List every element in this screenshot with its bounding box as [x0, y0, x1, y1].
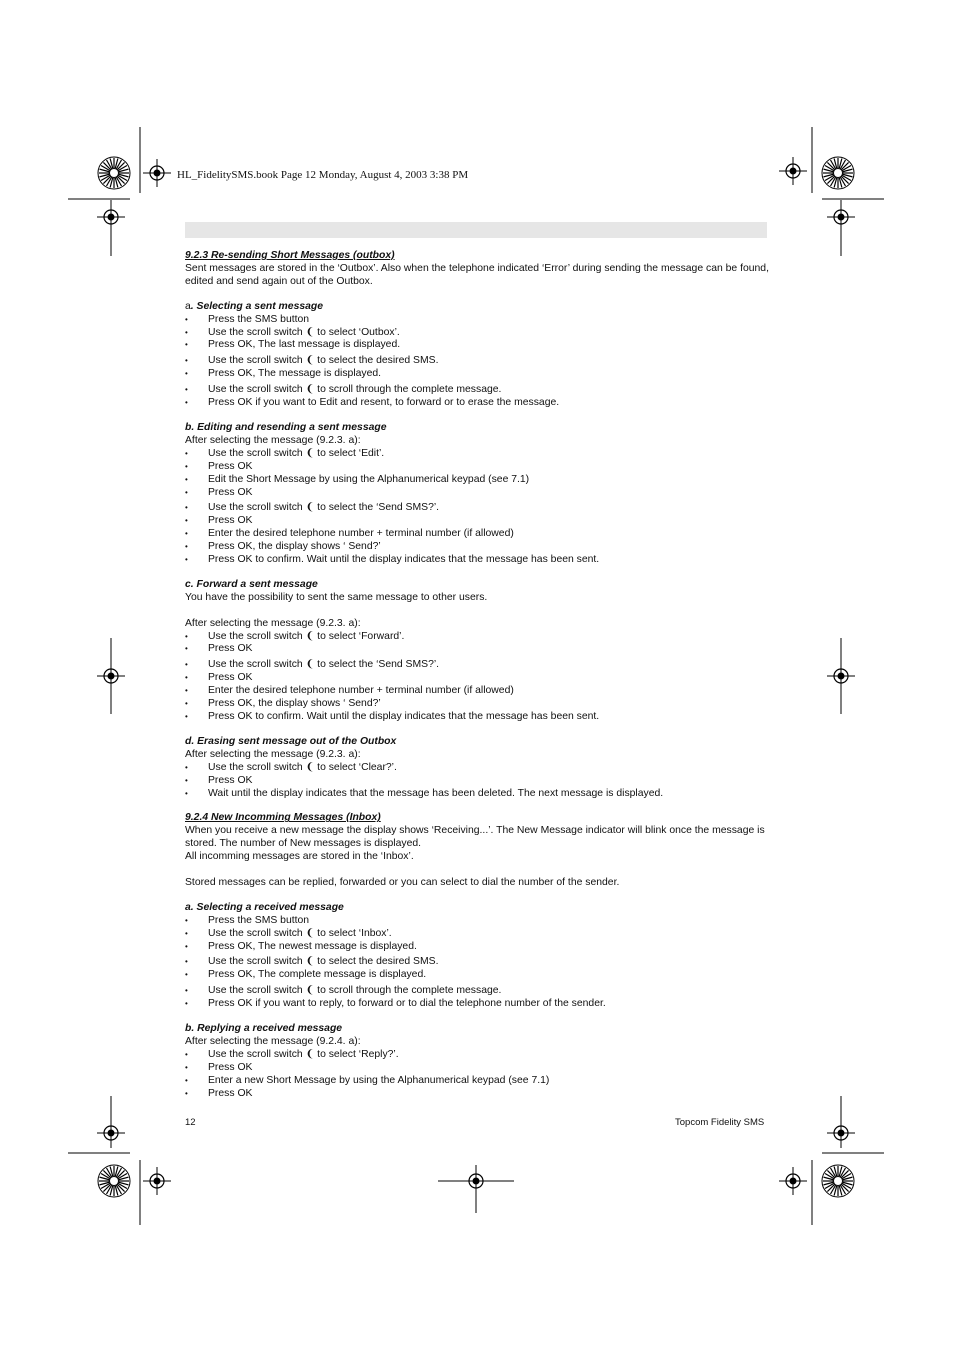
list-item: • Press the SMS button [185, 915, 770, 928]
list-item: • Press OK if you want to reply, to forward or to dial the telephone number of the sender. [185, 998, 770, 1011]
list-item: • Use the scroll switch ❨ to select ‘Clear?’. [185, 762, 770, 775]
page-number: 12 [185, 1117, 196, 1128]
section-heading [185, 422, 770, 435]
bullet-list [185, 448, 770, 567]
list-item: • Press OK [185, 775, 770, 788]
paragraph [185, 605, 770, 618]
header-band [185, 222, 767, 238]
list-item: • Press OK to confirm. Wait until the display indicates that the message has been sent. [185, 554, 770, 567]
list-item: • Use the scroll switch ❨ to scroll through the complete message. [185, 985, 770, 998]
registration-cross-icon [143, 1167, 171, 1195]
paragraph: All incomming messages are stored in the ‘Inbox’. [185, 851, 414, 863]
list-item: • Press OK [185, 515, 770, 528]
list-item: • Use the scroll switch ❨ to select the ‘Send SMS?’. [185, 659, 770, 672]
list-item: • Use the scroll switch ❨ to select the ‘Send SMS?’. [185, 502, 770, 515]
heading-prefix: a [185, 300, 191, 312]
section-heading [185, 812, 770, 825]
list-item: • Use the scroll switch ❨ to select the desired SMS. [185, 355, 770, 368]
list-item: • Press OK [185, 643, 770, 656]
registration-cross-icon [779, 157, 807, 185]
page-content [185, 250, 770, 1101]
paragraph: After selecting the message (9.2.3. a): [185, 748, 361, 760]
section-heading [185, 579, 770, 592]
paragraph [185, 864, 770, 877]
list-item: • Use the scroll switch ❨ to select ‘Edit’. [185, 448, 770, 461]
list-item: • Press the SMS button [185, 314, 770, 327]
section-heading [185, 902, 770, 915]
list-item: • Use the scroll switch ❨ to select ‘Inbox’. [185, 928, 770, 941]
registration-star-icon [98, 1165, 130, 1197]
registration-star-icon [822, 1165, 854, 1197]
list-item: • Press OK, the display shows ‘ Send?’ [185, 698, 770, 711]
section-heading [185, 1023, 770, 1036]
section [185, 812, 770, 889]
heading-text: c. Forward a sent message [185, 578, 318, 590]
section-heading [185, 736, 770, 749]
list-item: • Enter the desired telephone number + terminal number (if allowed) [185, 685, 770, 698]
list-item: • Use the scroll switch ❨ to scroll through the complete message. [185, 384, 770, 397]
paragraph: Sent messages are stored in the ‘Outbox’. Also when the telephone indicated ‘Error’ during sending the message can be found, edited and send again out of the Outbox. [185, 262, 769, 287]
registration-star-icon [98, 157, 130, 189]
registration-cross-icon [779, 1167, 807, 1195]
list-item: • Press OK, The newest message is displayed. [185, 941, 770, 954]
heading-text: b. Editing and resending a sent message [185, 421, 387, 433]
footer-title: Topcom Fidelity SMS [675, 1117, 765, 1128]
section [185, 579, 770, 724]
list-item: • Press OK [185, 1062, 770, 1075]
paragraph: After selecting the message (9.2.4. a): [185, 1036, 361, 1047]
list-item: • Press OK, The complete message is displayed. [185, 969, 770, 982]
heading-text: d. Erasing sent message out of the Outbox [185, 735, 397, 747]
bullet-list [185, 631, 770, 724]
registration-star-icon [822, 157, 854, 189]
list-item: • Use the scroll switch ❨ to select ‘Forward’. [185, 631, 770, 644]
bullet-list [185, 762, 770, 801]
list-item: • Use the scroll switch ❨ to select the desired SMS. [185, 956, 770, 969]
list-item: • Press OK, the display shows ‘ Send?’ [185, 541, 770, 554]
registration-cross-icon [143, 159, 171, 187]
section-heading [185, 250, 770, 263]
section [185, 250, 770, 289]
section [185, 902, 770, 1011]
bullet-list [185, 1049, 770, 1101]
heading-text: . Selecting a sent message [190, 300, 324, 312]
list-item: • Use the scroll switch ❨ to select ‘Outbox’. [185, 327, 770, 340]
heading-text: 9.2.4 New Incomming Messages (Inbox) [185, 812, 381, 824]
section [185, 422, 770, 567]
list-item: • Press OK, The message is displayed. [185, 368, 770, 381]
list-item: • Press OK [185, 487, 770, 500]
list-item: • Wait until the display indicates that the message has been deleted. The next message is displayed. [185, 788, 770, 801]
paragraph: After selecting the message (9.2.3. a): [185, 434, 361, 446]
paragraph: You have the possibility to sent the same message to other users. [185, 591, 488, 603]
section [185, 1023, 770, 1100]
list-item: • Press OK if you want to Edit and resent, to forward or to erase the message. [185, 397, 770, 410]
paragraph: After selecting the message (9.2.3. a): [185, 617, 361, 629]
list-item: • Edit the Short Message by using the Alphanumerical keypad (see 7.1) [185, 474, 770, 487]
list-item: • Press OK [185, 672, 770, 685]
list-item: • Press OK, The last message is displayed. [185, 339, 770, 352]
list-item: • Press OK [185, 461, 770, 474]
heading-text: b. Replying a received message [185, 1023, 343, 1035]
list-item: • Enter a new Short Message by using the Alphanumerical keypad (see 7.1) [185, 1075, 770, 1088]
list-item: • Press OK [185, 1088, 770, 1101]
list-item: • Enter the desired telephone number + terminal number (if allowed) [185, 528, 770, 541]
paragraph: When you receive a new message the display shows ‘Receiving...’. The New Message indicator will blink once the message is stored. The number of New messages is displayed. [185, 825, 765, 850]
section [185, 301, 770, 410]
list-item: • Press OK to confirm. Wait until the display indicates that the message has been sent. [185, 711, 770, 724]
list-item: • Use the scroll switch ❨ to select ‘Reply?’. [185, 1049, 770, 1062]
heading-text: 9.2.3 Re-sending Short Messages (outbox) [185, 250, 395, 261]
paragraph: Stored messages can be replied, forwarded or you can select to dial the number of the sender. [185, 876, 620, 888]
section-heading [185, 301, 770, 314]
section [185, 736, 770, 801]
print-header: HL_FidelitySMS.book Page 12 Monday, August 4, 2003 3:38 PM [177, 169, 469, 181]
heading-text: a. Selecting a received message [185, 901, 344, 913]
bullet-list [185, 915, 770, 1011]
bullet-list [185, 314, 770, 410]
